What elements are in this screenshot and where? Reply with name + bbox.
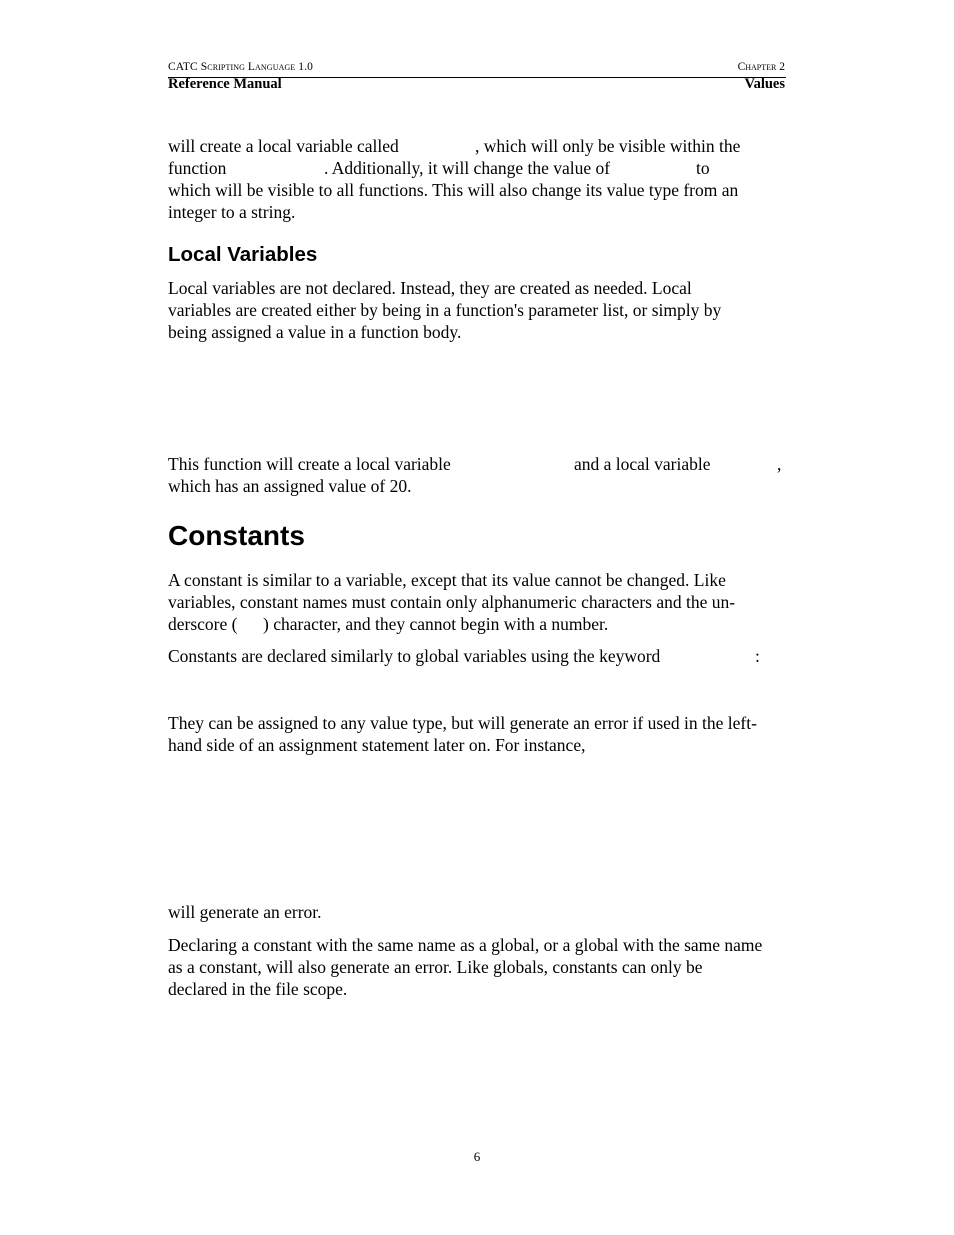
constants-p5-line-3: declared in the file scope.	[168, 979, 348, 999]
local-variables-line-1: Local variables are not declared. Instead, they are created as needed. Local	[168, 278, 692, 298]
local-variables-line-3: being assigned a value in a function body.	[168, 322, 462, 342]
local-variables-heading: Local Variables	[168, 243, 318, 266]
local-variables-after-a: This function will create a local variable	[168, 454, 451, 474]
constants-heading: Constants	[168, 520, 305, 551]
constants-paragraph-3	[168, 712, 786, 756]
constants-p1-line-3a: derscore (	[168, 614, 238, 634]
constants-p3-line-1: They can be assigned to any value type, but will generate an error if used in the left-	[168, 713, 757, 733]
constants-p1-line-2: variables, constant names must contain only alphanumeric characters and the un-	[168, 592, 736, 612]
constants-paragraph-4	[168, 901, 786, 923]
constants-p1-line-3b: ) character, and they cannot begin with a number.	[263, 614, 609, 634]
constants-paragraph-2	[168, 645, 786, 667]
local-variables-line-2: variables are created either by being in a function's parameter list, or simply by	[168, 300, 722, 320]
constants-paragraph-1	[168, 569, 786, 635]
constants-p2-line	[168, 645, 786, 667]
intro-line-3: which will be visible to all functions. This will also change its value type from an	[168, 180, 739, 200]
intro-line-2a: function	[168, 158, 227, 178]
local-variables-paragraph	[168, 277, 786, 343]
local-variables-after-b: and a local variable	[574, 454, 711, 474]
header-chapter-text: Chapter 2	[737, 61, 785, 73]
local-variables-after	[168, 453, 786, 497]
page-number: 6	[473, 1149, 481, 1164]
local-variables-after-line-2: which has an assigned value of 20.	[168, 476, 412, 496]
constants-p2b: :	[755, 646, 760, 666]
intro-line-4: integer to a string.	[168, 202, 296, 222]
constants-p4-line: will generate an error.	[168, 902, 322, 922]
local-variables-after-line-1	[168, 453, 786, 475]
constants-p5-line-2: as a constant, will also generate an error. Like globals, constants can only be	[168, 957, 703, 977]
intro-line-2c: to	[696, 158, 710, 178]
header-title-text: CATC Scripting Language 1.0	[168, 61, 313, 73]
constants-p1-line-1: A constant is similar to a variable, except that its value cannot be changed. Like	[168, 570, 726, 590]
constants-paragraph-5	[168, 934, 786, 1000]
header-title	[168, 61, 313, 73]
local-variables-after-c: ,	[777, 454, 782, 474]
intro-line-2	[168, 157, 786, 179]
intro-line-2b: . Additionally, it will change the value of	[324, 158, 611, 178]
constants-p5-line-1: Declaring a constant with the same name as a global, or a global with the same name	[168, 935, 763, 955]
intro-line-1a: will create a local variable called	[168, 136, 399, 156]
constants-p3-line-2: hand side of an assignment statement later on. For instance,	[168, 735, 586, 755]
header-section: Values	[744, 76, 785, 92]
intro-line-1	[168, 135, 786, 157]
header-manual: Reference Manual	[168, 76, 282, 92]
constants-p1-line-3	[168, 613, 786, 635]
header-chapter	[738, 61, 785, 73]
constants-p2a: Constants are declared similarly to global variables using the keyword	[168, 646, 661, 666]
intro-paragraph	[168, 135, 786, 223]
intro-line-1b: , which will only be visible within the	[475, 136, 741, 156]
